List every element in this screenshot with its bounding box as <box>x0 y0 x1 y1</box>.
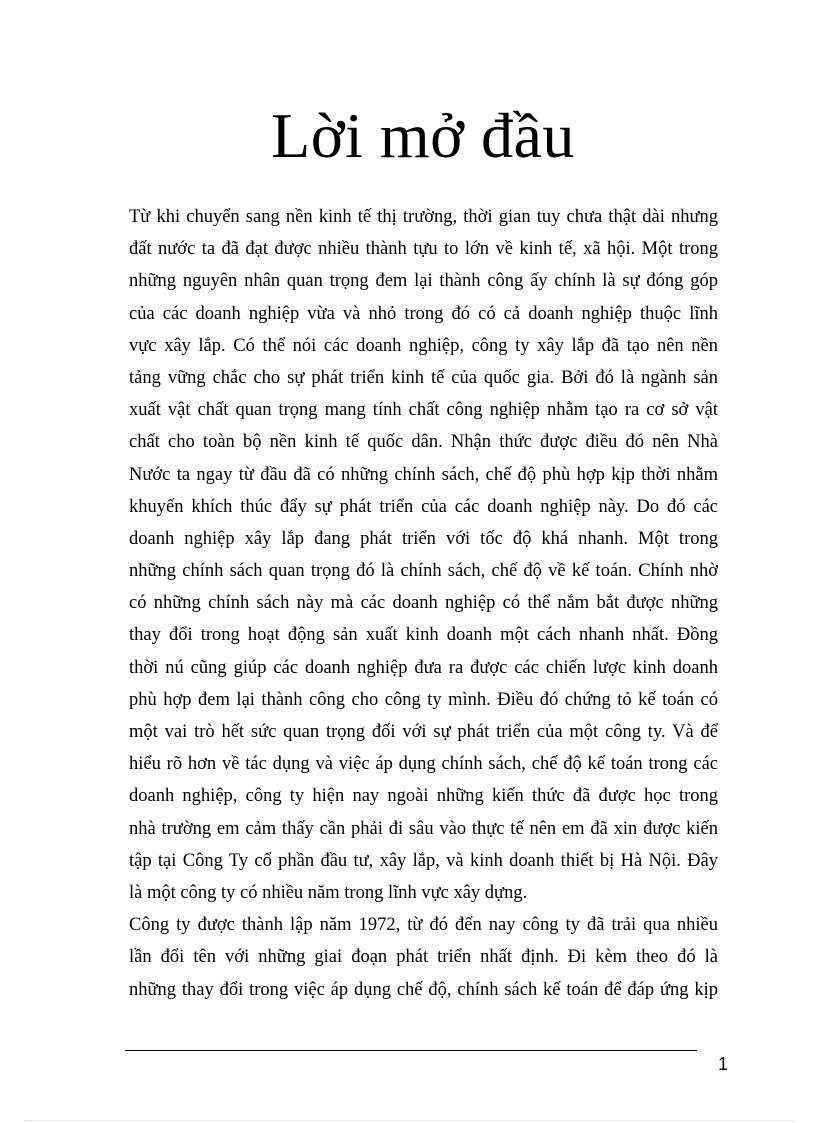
text-line: là một công ty có nhiều năm trong lĩnh vực xây dựng. <box>129 882 528 903</box>
text-line: của các doanh nghiệp vừa và nhỏ trong đó có cả doanh nghiệp thuộc lĩnh <box>129 303 718 324</box>
body-text <box>129 201 718 1006</box>
text-line: đất nước ta đã đạt được nhiều thành tựu to lớn về kinh tế, xã hội. Một trong <box>129 239 718 260</box>
text-line: thời nú cũng giúp các doanh nghiệp đưa ra được các chiến lược kinh doanh <box>129 657 718 678</box>
text-line: hiểu rõ hơn về tác dụng và việc áp dụng chính sách, chế độ kế toán trong các <box>129 754 718 775</box>
text-line: một vai trò hết sức quan trọng đối với sự phát triển của một công ty. Và để <box>129 722 718 742</box>
text-line: doanh nghiệp, công ty hiện nay ngoài những kiến thức đã được học trong <box>129 786 718 807</box>
text-line: vực xây lắp. Có thể nói các doanh nghiệp, công ty xây lắp đã tạo nên nền <box>129 335 718 356</box>
text-line: thay đổi trong hoạt động sản xuất kinh doanh một cách nhanh nhất. Đồng <box>129 625 718 646</box>
page-edge-divider <box>24 1120 794 1121</box>
text-line: khuyến khích thúc đẩy sự phát triển của các doanh nghiệp này. Do đó các <box>129 496 718 517</box>
paragraph-1 <box>129 201 718 909</box>
text-line: tập tại Công Ty cổ phần đầu tư, xây lắp, và kinh doanh thiết bị Hà Nội. Đây <box>129 850 718 871</box>
text-line: tảng vững chắc cho sự phát triển kinh tế của quốc gia. Bởi đó là ngành sản <box>129 367 718 388</box>
text-line: Công ty được thành lập năm 1972, từ đó đến nay công ty đã trải qua nhiều <box>129 915 718 936</box>
page-title: Lời mở đầu <box>271 100 575 171</box>
text-line: những thay đổi trong việc áp dụng chế độ, chính sách kế toán để đáp ứng kịp <box>129 979 718 1000</box>
text-line: nhà trường em cảm thấy cần phải đi sâu vào thực tế nên em đã xin được kiến <box>129 818 718 839</box>
page-number: 1 <box>717 1054 728 1074</box>
text-line: những chính sách quan trọng đó là chính sách, chế độ về kế toán. Chính nhờ <box>129 561 718 582</box>
footer-divider <box>125 1050 697 1051</box>
text-line: chất cho toàn bộ nền kinh tế quốc dân. Nhận thức được điều đó nên Nhà <box>129 432 718 453</box>
paragraph-2 <box>129 909 718 1006</box>
text-line: những nguyên nhân quan trọng đem lại thành công ấy chính là sự đóng góp <box>129 271 718 292</box>
text-line: Nước ta ngay từ đầu đã có những chính sách, chế độ phù hợp kịp thời nhằm <box>129 464 718 485</box>
text-line: doanh nghiệp xây lắp đang phát triển với tốc độ khá nhanh. Một trong <box>129 528 718 549</box>
text-line: có những chính sách này mà các doanh nghiệp có thể nắm bắt được những <box>129 593 718 614</box>
text-line: phù hợp đem lại thành công cho công ty mình. Điều đó chứng tỏ kế toán có <box>129 689 718 710</box>
text-line: xuất vật chất quan trọng mang tính chất công nghiệp nhằm tạo ra cơ sở vật <box>129 400 718 421</box>
text-line: lần đổi tên với những giai đoạn phát triển nhất định. Đi kèm theo đó là <box>129 947 718 968</box>
text-line: Từ khi chuyển sang nền kinh tế thị trường, thời gian tuy chưa thật dài nhưng <box>129 207 718 227</box>
